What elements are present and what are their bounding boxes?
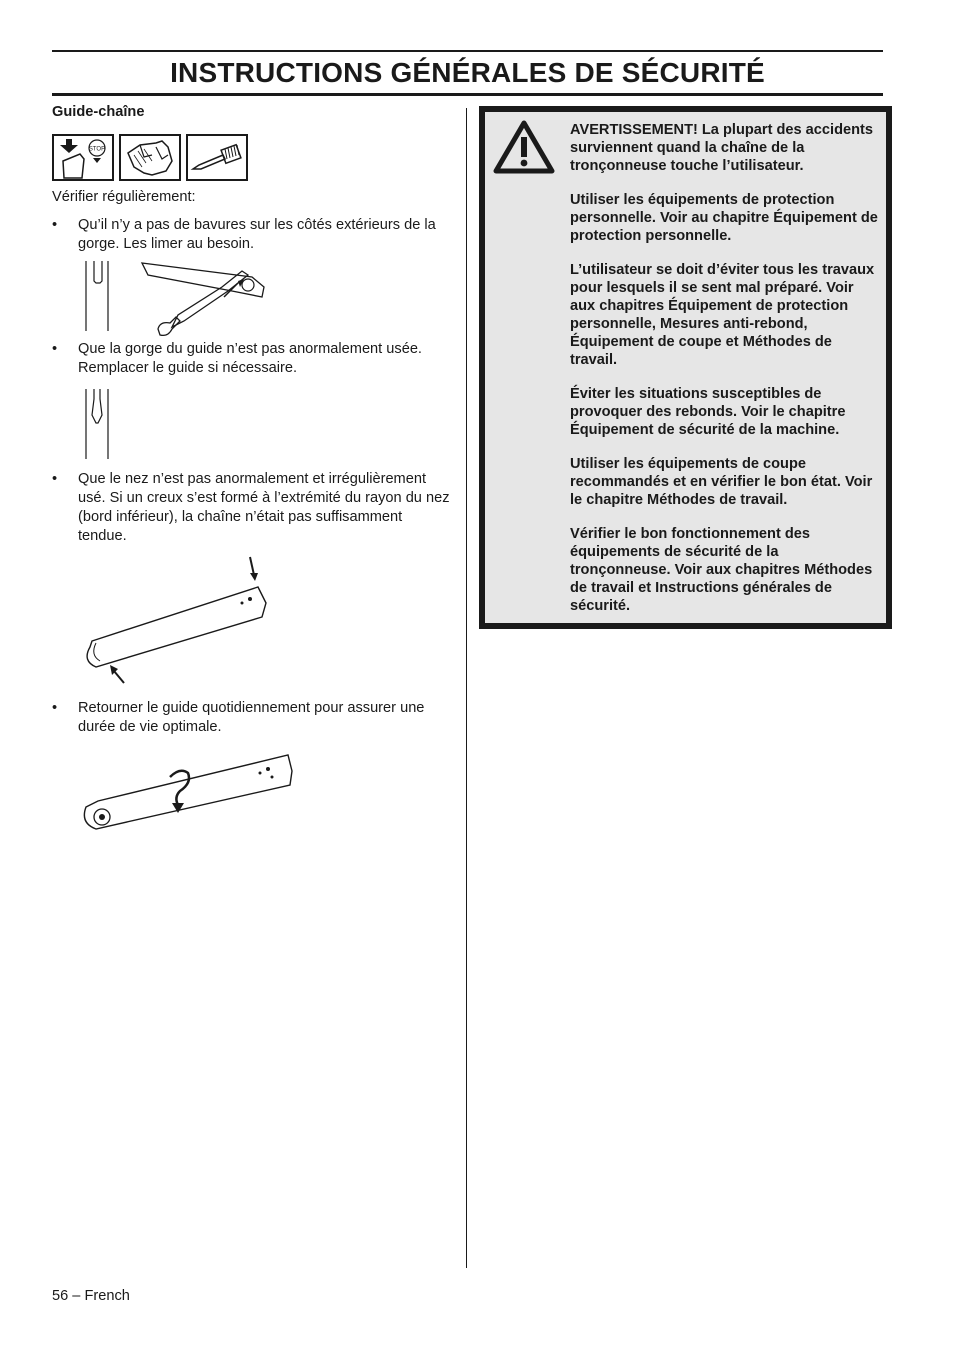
bar-nose-wear-illustration [52, 551, 452, 691]
bullet-text: Que le nez n’est pas anormalement et irrégulièrement usé. Si un creux s’est formé à l’extrémité du rayon du nez (bord inférieur), la chaîne n’était pas suffisamment tendue. [78, 471, 450, 544]
column-divider [466, 108, 467, 1268]
intro-text: Vérifier régulièrement: [52, 189, 196, 205]
warning-paragraph: Éviter les situations susceptibles de provoquer des rebonds. Voir le chapitre Équipement de sécurité de la machine. [570, 386, 846, 438]
bullet-text: Que la gorge du guide n’est pas anormalement usée. Remplacer le guide si nécessaire. [78, 341, 422, 376]
header-rule-bottom [52, 93, 883, 96]
flip-bar-illustration [52, 743, 452, 833]
bullet-text: Retourner le guide quotidiennement pour assurer une durée de vie optimale. [78, 700, 425, 735]
stop-label: STOP [88, 146, 106, 152]
groove-wear-illustration [52, 385, 452, 465]
section-heading: Guide-chaîne [52, 104, 145, 120]
bullet-item [52, 340, 452, 378]
left-column [52, 103, 452, 833]
warning-triangle-icon [493, 119, 555, 180]
bullet-dot: • [52, 341, 58, 357]
bullet-dot: • [52, 471, 58, 487]
bullet-text: Qu’il n’y a pas de bavures sur les côtés extérieurs de la gorge. Les limer au besoin. [78, 217, 436, 252]
page-footer: 56 – French [52, 1288, 130, 1304]
warning-paragraph: Vérifier le bon fonctionnement des équipements de sécurité de la tronçonneuse. Voir aux chapitres Méthodes de travail et Instructions générales de sécurité. [570, 526, 873, 614]
warning-paragraph: Utiliser les équipements de protection personnelle. Voir au chapitre Équipement de protection personnelle. [570, 192, 878, 244]
warning-box [479, 106, 892, 629]
bullet-item [52, 470, 452, 546]
warning-paragraph: L’utilisateur se doit d’éviter tous les travaux pour lesquels il se sent mal préparé. Voir aux chapitres Équipement de protection personnelle, Mesures anti-rebond, Équipement de coupe et Méthodes de travail. [570, 262, 875, 368]
file-burrs-illustration [52, 257, 452, 337]
bullet-dot: • [52, 700, 58, 716]
pictogram-row [52, 134, 452, 181]
file-brush-icon [186, 134, 248, 181]
warning-paragraph: Utiliser les équipements de coupe recommandés et en vérifier le bon état. Voir le chapitre Méthodes de travail. [570, 456, 873, 508]
stop-engine-icon [52, 134, 114, 181]
bullet-dot: • [52, 217, 58, 233]
warning-paragraph: AVERTISSEMENT! La plupart des accidents surviennent quand la chaîne de la tronçonneuse touche l’utilisateur. [570, 122, 874, 174]
page-title: INSTRUCTIONS GÉNÉRALES DE SÉCURITÉ [170, 57, 765, 88]
bullet-item [52, 216, 452, 254]
protective-glove-icon [119, 134, 181, 181]
bullet-item [52, 699, 452, 737]
header-rule-top [52, 50, 883, 52]
warning-text [570, 121, 880, 631]
